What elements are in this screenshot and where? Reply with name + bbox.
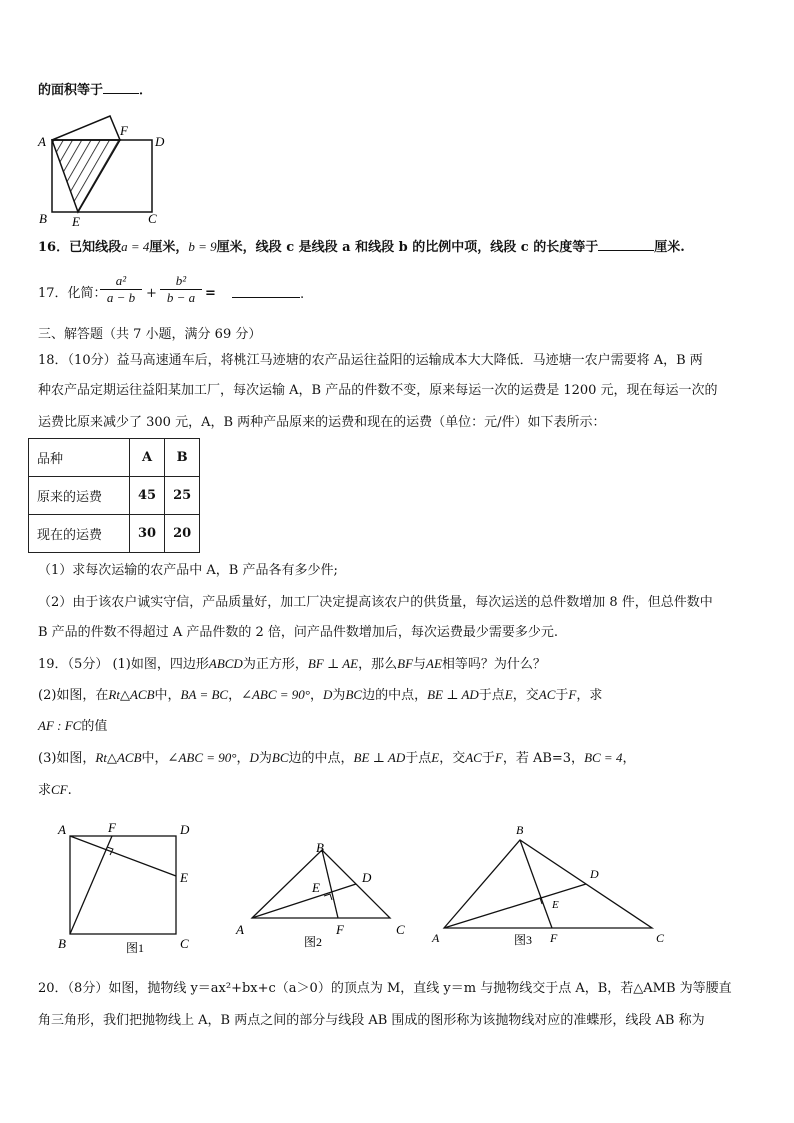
fig1-label-b: B [58,936,66,951]
q19-bc: BC [345,687,363,702]
section-heading: 三、解答题（共 7 小题，满分 69 分） [38,327,262,342]
q15-label-f: F [120,123,128,138]
fig1-label-f: F [108,820,116,835]
q15-label-e: E [72,214,80,229]
fig2-label-b: B [316,840,324,855]
fig2-label-c: C [396,922,405,937]
table-cell: 20 [165,515,200,553]
q19-e-3: E [431,750,440,765]
q16-blank [598,237,654,251]
q19-l1a: 19．（5分） (1)如图，四边形 [38,657,209,672]
table-header-cell: A [130,439,165,477]
q19-l4i: ，若 AB=3， [502,751,585,766]
q18-line3: 运费比原来减少了 300 元，A，B 两种产品原来的运费和现在的运费（单位：元/件）如下表所示： [38,415,606,430]
fig1-square [70,836,176,934]
q19-ac-3: AC [465,750,482,765]
q19-bf-ae: BF ⊥ AE [307,656,359,671]
q19-l4e: 边的中点， [288,751,354,766]
fig3-label-d: D [590,867,599,881]
q19-be-ad: BE ⊥ AD [427,687,479,702]
q15-folded-triangle [52,116,120,140]
q19-line5 [38,780,72,801]
q17-frac2-denominator: b − a [166,290,196,305]
q19-line4 [38,748,635,769]
table-header-cell: B [165,439,200,477]
q19-l2e: 为 [332,688,346,703]
fig3-triangle [444,840,652,928]
table-cell: 30 [130,515,165,553]
q19-e: E [504,687,513,702]
q19-l4j: ， [622,751,636,766]
q17-fraction-1 [100,273,142,306]
fig3-line-ad [444,884,586,928]
q19-ac: AC [538,687,556,702]
q19-figure-1 [52,818,202,958]
fig1-label-e: E [180,870,188,885]
q19-l5a: 求 [38,783,52,798]
q19-l2b: 中， [154,688,181,703]
fig3-label-f: F [550,931,558,945]
q18-line1: 18．（10分）益马高速通车后，将桃江马迹塘的农产品运往益阳的运输成本大大降低．马迹塘一农户需要将 A，B 两 [38,353,703,368]
fig1-label-a: A [58,822,66,837]
table-cell: 45 [130,477,165,515]
table-row [29,515,200,553]
fig3-label-e: E [552,899,559,911]
q17-equals: = [205,286,216,301]
q19-l1c: ，那么 [358,657,398,672]
q15-text [38,80,152,101]
q17-label: 17．化简： [38,286,107,301]
q19-line1 [38,654,546,675]
q15-figure [34,110,174,230]
q19-l4a: (3)如图， [38,751,96,766]
q15-label-b: B [39,211,47,226]
q19-l2f: 边的中点， [362,688,428,703]
fig2-label-f: F [336,922,344,937]
q16-t2: 厘米，线段 c 是线段 a 和线段 b 的比例中项，线段 c 的长度等于 [216,240,599,255]
fig2-caption: 图2 [304,935,323,949]
q15-hatched-triangle [52,140,120,212]
q15-label-c: C [148,211,157,226]
fig2-line-bf [322,850,338,918]
fig1-label-d: D [180,822,190,837]
q18-sub1: （1）求每次运输的农产品中 A，B 产品各有多少件; [38,563,338,578]
q19-l2g: 于点 [478,688,505,703]
q19-l3b: 的值 [81,719,108,734]
q20-line1: 20．（8分）如图，抛物线 y＝ax²+bx+c（a＞0）的顶点为 M，直线 y＝m 与抛物线交于点 A，B，若△AMB 为等腰直 [38,981,732,996]
q17-end: . [300,287,305,302]
q15-label-d: D [155,134,165,149]
q19-ba-bc: BA = BC [180,687,229,702]
fig3-label-c: C [656,931,665,945]
table-row [29,439,200,477]
q19-l2j: ，求 [576,688,603,703]
table-cell: 现在的运费 [29,515,130,553]
q19-angle: ∠ABC = 90° [241,687,311,702]
q20-line2: 角三角形，我们把抛物线上 A，B 两点之间的部分与线段 AB 围成的图形称为该抛物线对应的准蝶形，线段 AB 称为 [38,1013,705,1028]
table-row [29,477,200,515]
q19-af-fc: AF : FC [38,718,82,733]
q19-line2 [38,685,602,706]
q19-l2d: ， [310,688,324,703]
fig3-label-a: A [432,931,440,945]
fig2-label-a: A [236,922,244,937]
fig1-line-bf [70,836,112,934]
q16-a-eq: a = 4 [121,239,150,254]
q19-l4f: 于点 [405,751,432,766]
q15-blank [103,80,139,94]
q19-l2i: 于 [555,688,569,703]
q17-fraction-2 [160,273,202,306]
q17-plus: + [146,286,157,301]
q15-prefix: 的面积等于 [38,83,104,98]
q16-t1: 厘米， [149,240,189,255]
fig2-right-angle-mark [324,894,332,900]
q19-l4d: 为 [258,751,272,766]
q19-d-3: D [249,750,259,765]
fig3-right-angle-mark [534,898,542,904]
q19-f: F [568,687,577,702]
q19-ae: AE [426,656,442,671]
q16-b-eq: b = 9 [188,239,217,254]
q19-abcd: ABCD [208,656,243,671]
q19-l1d: 与 [413,657,427,672]
q19-figure-2 [232,838,417,953]
q15-end: ． [139,83,153,98]
table-header-cell: 品种 [29,439,130,477]
q19-figure-3 [428,820,678,950]
fig2-line-ad [252,884,356,918]
q19-l5b: . [67,783,72,798]
q19-l4g: ，交 [439,751,466,766]
q18-line2: 种农产品定期运往益阳某加工厂，每次运输 A，B 产品的件数不变，原来每运一次的运费是 1200 元，现在每运一次的 [38,383,718,398]
table-cell: 25 [165,477,200,515]
fig2-label-e: E [312,880,320,895]
q17-frac1-numerator: a² [100,273,142,290]
q17-answer [232,284,304,305]
q19-angle-3: ∠ABC = 90° [167,750,237,765]
q19-cf: CF [51,782,68,797]
q19-l2a: (2)如图，在 [38,688,109,703]
fig3-caption: 图3 [514,933,533,947]
q19-rt-acb: Rt△ACB [108,687,155,702]
q17-frac1-denominator: a − b [106,290,136,305]
q17-blank [232,284,300,298]
q19-bf: BF [397,656,414,671]
q19-l4b: 中， [141,751,168,766]
fig1-line-ae [70,836,176,876]
table-cell: 原来的运费 [29,477,130,515]
q18-fee-table [28,438,200,553]
q15-label-a: A [38,134,46,149]
q16-text [38,237,685,258]
fig1-label-c: C [180,936,189,951]
q19-l2h: ，交 [512,688,539,703]
q19-l1b: 为正方形， [242,657,308,672]
q18-sub2-line2: B 产品的件数不得超过 A 产品件数的 2 倍，问产品件数增加后，每次运费最少需要多少元. [38,625,559,640]
fig3-line-bf [520,840,552,928]
q19-l4h: 于 [481,751,495,766]
q19-l4c: ， [236,751,250,766]
q19-line3 [38,716,107,737]
q16-t3: 厘米. [654,240,685,255]
q19-rt-acb-3: Rt△ACB [95,750,142,765]
q19-bc-3: BC [271,750,289,765]
q16-num: 16．已知线段 [38,240,122,255]
q18-sub2-line1: （2）由于该农户诚实守信，产品质量好，加工厂决定提高该农户的供货量，每次运送的总件数增加 8 件，但总件数中 [38,595,713,610]
q19-be-ad-3: BE ⊥ AD [353,750,406,765]
q19-f-3: F [494,750,503,765]
q19-d: D [323,687,333,702]
q19-bc-4: BC = 4 [584,750,623,765]
q17-frac2-numerator: b² [160,273,202,290]
q19-l1e: 相等吗？为什么？ [441,657,546,672]
fig3-label-b: B [516,823,524,837]
fig2-label-d: D [362,870,372,885]
q19-l2c: ， [228,688,242,703]
fig1-caption: 图1 [126,941,145,955]
